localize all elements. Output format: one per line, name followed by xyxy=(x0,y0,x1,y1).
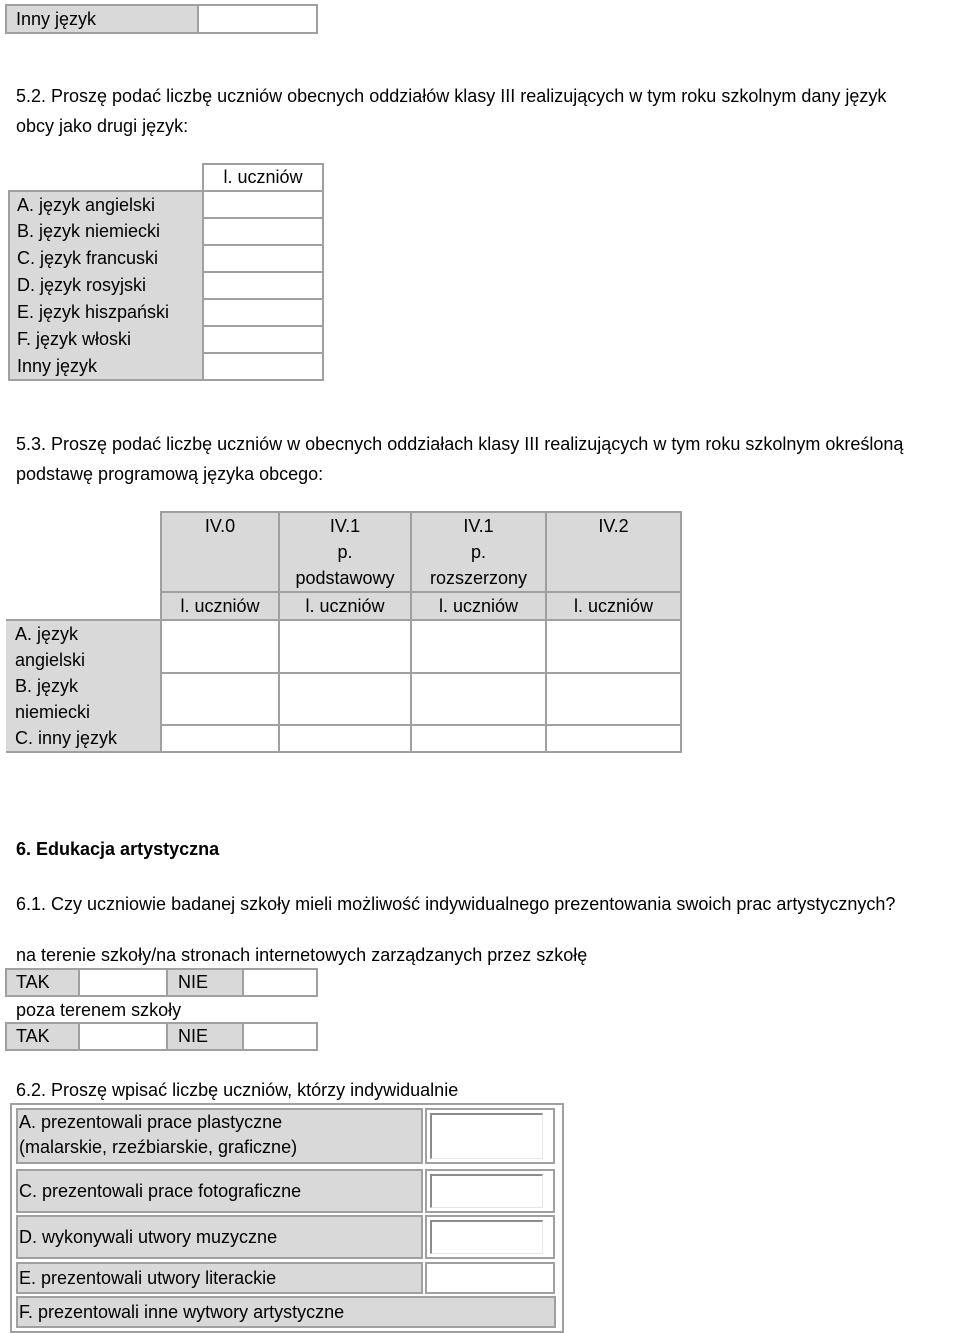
row-label-line: B. język xyxy=(15,676,79,696)
column-subheader: l. uczniów xyxy=(279,592,411,620)
number-input[interactable] xyxy=(161,725,279,752)
yes-no-school xyxy=(5,968,318,997)
item-label xyxy=(16,1108,423,1164)
row-label: E. język hiszpański xyxy=(9,299,203,326)
row-label: D. język rosyjski xyxy=(9,272,203,299)
number-input[interactable] xyxy=(203,245,323,272)
number-input[interactable] xyxy=(425,1169,555,1213)
number-input[interactable] xyxy=(411,673,546,725)
column-header-line: podstawowy xyxy=(295,568,395,588)
no-label: NIE xyxy=(167,1023,243,1050)
yes-no-outside xyxy=(5,1022,318,1051)
column-header-line: rozszerzony xyxy=(429,568,528,588)
column-header-line: IV.0 xyxy=(204,516,236,536)
number-input[interactable] xyxy=(279,620,411,673)
number-input[interactable] xyxy=(425,1108,555,1164)
item-label-line: (malarskie, rzeźbiarskie, graficzne) xyxy=(19,1137,298,1157)
input-field-inner xyxy=(430,1174,543,1208)
number-input[interactable] xyxy=(203,272,323,299)
column-subheader: l. uczniów xyxy=(546,592,681,620)
number-input[interactable] xyxy=(411,725,546,752)
item-label: F. prezentowali inne wytwory artystyczne xyxy=(16,1296,556,1328)
header-spacer xyxy=(6,512,161,592)
yes-checkbox[interactable] xyxy=(79,1023,167,1050)
column-header-line: p. xyxy=(337,542,353,562)
number-input[interactable] xyxy=(161,620,279,673)
item-label-line: A. prezentowali prace plastyczne xyxy=(19,1112,283,1132)
number-input[interactable] xyxy=(546,673,681,725)
row-label: A. język angielski xyxy=(9,191,203,218)
no-checkbox[interactable] xyxy=(243,969,317,996)
table-5-2 xyxy=(8,163,324,381)
yes-checkbox[interactable] xyxy=(79,969,167,996)
number-input[interactable] xyxy=(546,725,681,752)
top-partial-table xyxy=(5,4,318,34)
number-input[interactable] xyxy=(425,1262,555,1294)
location-label-school: na terenie szkoły/na stronach internetowych zarządzanych przez szkołę xyxy=(16,945,588,965)
row-label xyxy=(6,673,161,725)
number-input[interactable] xyxy=(425,1215,555,1259)
number-input[interactable] xyxy=(546,620,681,673)
number-input[interactable] xyxy=(198,5,317,33)
question-5-3-line2: podstawę programową języka obcego: xyxy=(16,464,324,484)
column-header-iv2 xyxy=(546,512,681,592)
column-header-iv1-basic xyxy=(279,512,411,592)
question-5-2-line2: obcy jako drugi język: xyxy=(16,116,189,136)
header-spacer xyxy=(9,164,203,191)
column-header-line: IV.2 xyxy=(598,516,629,536)
no-label: NIE xyxy=(167,969,243,996)
question-5-2-line1: 5.2. Proszę podać liczbę uczniów obecnych oddziałów klasy III realizujących w tym roku szkolnym dany język xyxy=(16,86,887,106)
item-label: C. prezentowali prace fotograficzne xyxy=(16,1169,423,1213)
question-6-1: 6.1. Czy uczniowie badanej szkoły mieli możliwość indywidualnego prezentowania swoich prac artystycznych? xyxy=(16,894,896,914)
section-heading: 6. Edukacja artystyczna xyxy=(16,839,220,859)
number-input[interactable] xyxy=(279,673,411,725)
row-label: C. język francuski xyxy=(9,245,203,272)
no-checkbox[interactable] xyxy=(243,1023,317,1050)
row-label xyxy=(6,620,161,673)
number-input[interactable] xyxy=(203,218,323,245)
table-5-3 xyxy=(6,511,682,753)
column-header-line: IV.1 xyxy=(463,516,494,536)
number-input[interactable] xyxy=(203,299,323,326)
item-label: E. prezentowali utwory literackie xyxy=(16,1262,423,1294)
input-field-inner xyxy=(430,1220,543,1254)
table-6-2 xyxy=(10,1103,564,1333)
column-header-iv1-extended xyxy=(411,512,546,592)
yes-label: TAK xyxy=(6,1023,79,1050)
row-label: F. język włoski xyxy=(9,326,203,353)
header-spacer xyxy=(6,592,161,620)
column-header-iv0 xyxy=(161,512,279,592)
number-input[interactable] xyxy=(411,620,546,673)
row-label: B. język niemiecki xyxy=(9,218,203,245)
row-label-line: niemiecki xyxy=(15,702,91,722)
row-label: Inny język xyxy=(6,5,198,33)
row-label: Inny język xyxy=(9,353,203,380)
number-input[interactable] xyxy=(203,191,323,218)
item-label: D. wykonywali utwory muzyczne xyxy=(16,1215,423,1259)
row-label-line: A. język xyxy=(15,624,79,644)
location-label-outside: poza terenem szkoły xyxy=(16,1000,182,1020)
yes-label: TAK xyxy=(6,969,79,996)
row-label-line: angielski xyxy=(15,650,86,670)
input-field-inner xyxy=(430,1113,543,1159)
question-5-3-line1: 5.3. Proszę podać liczbę uczniów w obecnych oddziałach klasy III realizujących w tym roku szkolnym określoną xyxy=(16,434,904,454)
row-label xyxy=(6,725,161,752)
number-input[interactable] xyxy=(279,725,411,752)
column-subheader: l. uczniów xyxy=(411,592,546,620)
number-input[interactable] xyxy=(203,353,323,380)
column-header: l. uczniów xyxy=(203,164,323,191)
column-subheader: l. uczniów xyxy=(161,592,279,620)
number-input[interactable] xyxy=(161,673,279,725)
number-input[interactable] xyxy=(203,326,323,353)
column-header-line: p. xyxy=(470,542,486,562)
question-6-2: 6.2. Proszę wpisać liczbę uczniów, którzy indywidualnie xyxy=(16,1080,459,1100)
column-header-line: IV.1 xyxy=(329,516,361,536)
row-label-line: C. inny język xyxy=(15,728,118,748)
